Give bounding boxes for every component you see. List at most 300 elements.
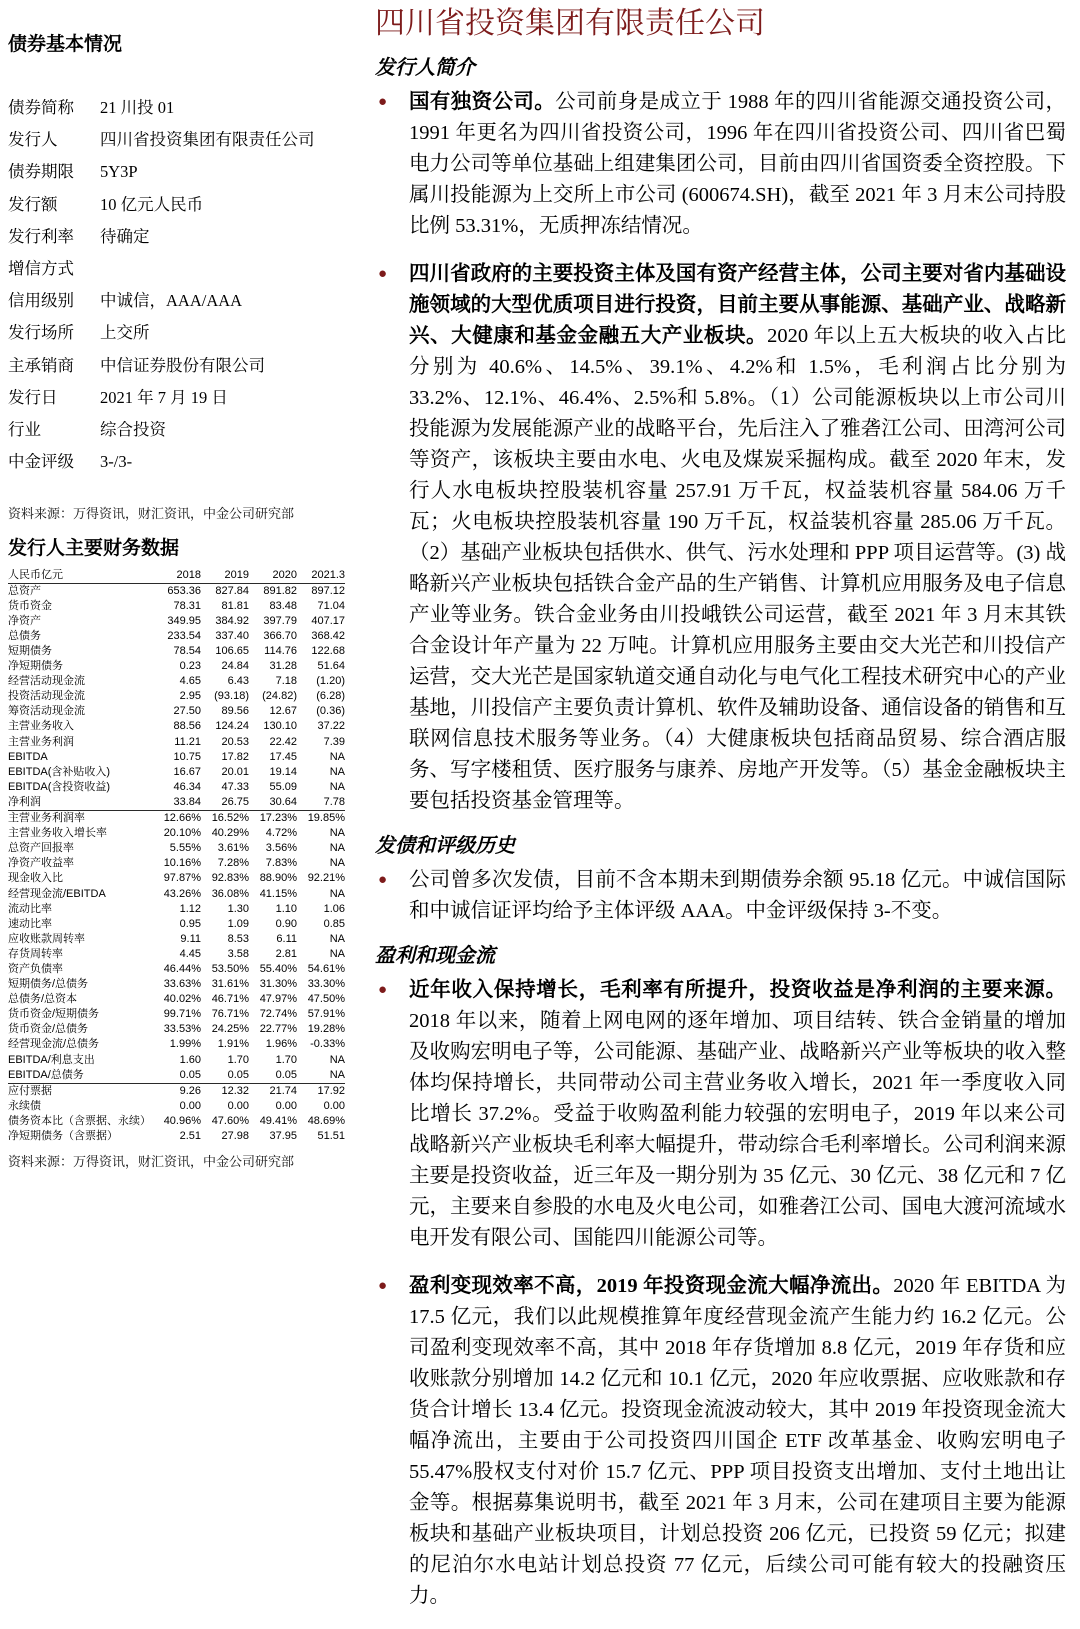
bond-info-value: 综合投资 [100,420,166,440]
table-cell-value: 33.84 [153,795,201,811]
table-row [8,674,345,689]
table-row [8,871,345,886]
table-cell-value: 55.40% [259,962,297,975]
table-cell-value: 31.28 [269,660,297,673]
table-cell-value: 0.95 [179,917,201,930]
table-cell-value: 12.32 [221,1084,249,1097]
table-cell-value: 12.67 [269,705,297,718]
table-row-label: 主营业务利润 [8,735,74,748]
table-row-label: 总债务/总资本 [8,993,78,1006]
table-row [8,826,345,841]
bullet-icon: ● [378,872,388,888]
table-row-label: 投资活动现金流 [8,690,85,703]
table-cell-value: 27.98 [221,1130,249,1142]
table-row [8,659,345,674]
table-cell-value: 10.75 [173,750,201,763]
table-cell-value: 53.50% [211,962,249,975]
table-row [8,992,345,1007]
bond-info-value: 中信证券股份有限公司 [100,355,265,375]
bond-info-label: 债券简称 [8,98,74,117]
table-cell-value: 1.91% [217,1038,249,1051]
table-cell-value: 1.06 [323,902,345,915]
table-row-label: 永续债 [8,1099,41,1112]
table-cell-value: 47.50% [307,993,345,1006]
table-cell-value: 0.85 [323,917,345,930]
table-cell-value: NA [329,842,345,855]
table-cell-value: 8.53 [227,932,249,945]
bond-info-value: 21 川投 01 [100,98,175,117]
financials-column-header: 2020 [249,567,297,583]
table-row-label: 应付票据 [8,1084,52,1097]
table-cell-value: 0.05 [249,1068,297,1084]
table-cell-value: 33.63% [163,978,201,991]
bullet-item [375,259,1066,817]
bond-info-value: 中诚信，AAA/AAA [100,291,243,311]
table-cell-value: 71.04 [317,599,345,612]
table-cell-value: 46.71% [211,993,249,1006]
bond-info-label: 增信方式 [8,259,74,279]
table-cell-value: 7.18 [275,675,297,688]
table-cell-value: 7.28% [217,857,249,870]
bond-info-value: 2021 年 7 月 19 日 [100,387,228,407]
table-row-label: 经营现金流/总债务 [8,1038,100,1051]
bond-info-row [8,124,345,156]
table-cell-value: 19.28% [307,1023,345,1036]
table-row [8,886,345,901]
bond-info-row [8,92,345,124]
table-cell-value: 24.84 [221,660,249,673]
financials-source: 资料来源：万得资讯，财汇资讯，中金公司研究部 [8,1154,295,1169]
table-cell-value: 891.82 [263,584,297,597]
table-row [8,614,345,629]
financials-unit-label: 人民币亿元 [8,567,153,583]
table-row-label: 经营现金流/EBITDA [8,887,106,900]
table-row [8,719,345,734]
table-row [8,841,345,856]
financials-table [8,567,345,1144]
table-row [8,704,345,719]
table-cell-value: 0.05 [153,1068,201,1084]
table-cell-value: NA [329,932,345,945]
table-row [8,902,345,917]
table-cell-value: 22.42 [269,735,297,748]
table-cell-value: 24.25% [211,1023,249,1036]
table-cell-value: 97.87% [163,872,201,885]
table-cell-value: NA [329,947,345,960]
table-cell-value: 337.40 [215,629,249,642]
table-cell-value: 88.90% [259,872,297,885]
table-cell-value: 19.14 [269,765,297,778]
bullet-icon: ● [378,266,388,282]
table-row-label: 净资产收益率 [8,857,74,870]
table-cell-value: 11.21 [174,735,201,748]
table-row [8,1114,345,1129]
table-cell-value: 10.16% [163,857,201,870]
bond-info-value: 3-/3- [100,452,133,472]
table-row [8,810,345,826]
table-row-label: 流动比率 [8,902,52,915]
table-cell-value: 7.78 [297,795,345,811]
table-cell-value: 1.12 [179,902,201,915]
bullet-item [375,1271,1066,1612]
table-cell-value: 37.22 [317,720,345,733]
report-sections [375,56,1066,1612]
table-row-label: 货币资金/短期债务 [8,1008,100,1021]
table-cell-value: 27.50 [173,705,201,718]
table-cell-value: 407.17 [311,614,345,627]
main-content [355,0,1080,1629]
table-cell-value: 0.00 [179,1099,201,1112]
bond-info-row [8,253,345,285]
table-cell-value: 2.51 [179,1130,201,1142]
bullet-body: 2020 年以上五大板块的收入占比分别为 40.6%、14.5%、39.1%、4.2%和 1.5%，毛利润占比分别为 33.2%、12.1%、46.4%、2.5%和 5.8%。（1）公司能源板块以上市公司川投能源为发展能源产业的战略平台，先后注入了雅砻江公司、田湾河公司等资产，该板块主要由水电、火电及煤炭采掘构成。截至 2020 年末，发行人水电板块控股装机容量 257.91 万千瓦，权益装机容量 584.06 万千瓦；火电板块控股装机容量 190 万千瓦，权益装机容量 285.06 万千瓦。（2）基础产业板块包括供水、供气、污水处理和 PPP 项目运营等。(3) 战略新兴产业板块包括铁合金产品的生产销售、计算机应用服务及电子信息产业等业务。铁合金业务由川投峨铁公司运营，截至 2021 年 3 月末其铁合金设计年产量为 22 万吨。计算机应用服务主要由交大光芒和川投信产运营，交大光芒是国家轨道交通自动化与电气化工程技术研究中心的产业基地，川投信产主要负责计算机、软件及辅助设备、通信设备的销售和互联网信息技术服务等业务。（4）大健康板块包括商品贸易、综合酒店服务、写字楼租赁、医疗服务与康养、房地产开发等。（5）基金金融板块主要包括投资基金管理等。 [409,325,1067,812]
table-cell-value: 37.95 [269,1130,297,1142]
bullet-body: 2020 年 EBITDA 为 17.5 亿元，我们以此规模推算年度经营现金流产生能力约 16.2 亿元。公司盈利变现效率不高，其中 2018 年存货增加 8.8 亿元，2019 年存货和应收账款分别增加 14.2 亿元和 10.1 亿元，2020 年应收票据、应收账款和存货合计增长 13.4 亿元。投资现金流波动较大，其中 2019 年投资现金流大幅净流出，主要由于公司投资四川国企 ETF 改革基金、收购宏明电子 55.47%股权支付对价 15.7 亿元、PPP 项目投资支出增加、支付土地出让金等。根据募集说明书，截至 2021 年 3 月末，公司在建项目主要为能源板块和基础产业板块项目，计划总投资 206 亿元，已投资 59 亿元；拟建的尼泊尔水电站计划总投资 77 亿元，后续公司可能有较大的投融资压力。 [409,1275,1066,1607]
bond-info-label: 发行人 [8,130,58,150]
bond-info-source: 资料来源：万得资讯，财汇资讯，中金公司研究部 [8,506,295,522]
section-heading: 发债和评级历史 [375,835,515,857]
table-row-label: 货币资金/总债务 [8,1023,89,1036]
left-sidebar [0,0,355,1629]
table-row-label: EBITDA/总债务 [8,1068,153,1084]
table-cell-value: 1.96% [265,1038,297,1051]
table-row-label: 净利润 [8,795,153,811]
table-row [8,1129,345,1144]
table-cell-value: 92.21% [307,872,345,885]
table-row-label: 现金收入比 [8,872,63,885]
table-row [8,780,345,795]
table-cell-value: 55.09 [269,780,297,793]
table-row-label: EBITDA/利息支出 [8,1053,95,1066]
table-cell-value: NA [297,1068,345,1084]
table-cell-value: 16.52% [211,812,249,825]
table-cell-value: 9.26 [179,1084,201,1097]
table-cell-value: 9.11 [180,932,201,945]
table-cell-value: 36.08% [211,887,249,900]
table-cell-value: 46.34 [173,780,201,793]
bullet-icon: ● [378,1278,388,1294]
table-row [8,1022,345,1037]
table-cell-value: 1.30 [227,902,249,915]
table-cell-value: 1.70 [275,1053,297,1066]
table-row [8,856,345,871]
table-cell-value: 41.15% [259,887,297,900]
financials-header-row [8,567,345,583]
table-cell-value: 31.30% [259,978,297,991]
table-cell-value: 31.61% [211,978,249,991]
table-cell-value: 99.71% [163,1008,201,1021]
table-cell-value: 6.43 [227,675,249,688]
table-row [8,932,345,947]
bullet-item [375,87,1066,242]
table-cell-value: 20.53 [221,735,249,748]
table-row-label: 净短期债务 [8,660,63,673]
table-cell-value: 3.56% [265,842,297,855]
table-cell-value: 233.54 [167,629,201,642]
table-cell-value: 1.09 [227,917,249,930]
bond-info-label: 发行场所 [8,323,74,343]
table-cell-value: 3.58 [227,947,249,960]
table-row [8,629,345,644]
table-cell-value: 51.51 [317,1130,345,1142]
bond-info-label: 行业 [8,420,41,440]
table-row-label: 主营业务收入 [8,720,74,733]
bond-info-row [8,285,345,317]
table-cell-value: (1.20) [316,675,345,688]
table-cell-value: 653.36 [167,584,201,597]
table-cell-value: NA [329,765,345,778]
table-cell-value: NA [329,1053,345,1066]
table-cell-value: 78.54 [173,645,201,657]
table-row-label: 主营业务利润率 [8,812,85,825]
financials-heading: 发行人主要财务数据 [8,538,180,560]
bond-info-value: 四川省投资集团有限责任公司 [100,130,315,150]
table-row-label: 总债务 [8,629,41,642]
table-cell-value: 122.68 [311,645,345,657]
table-cell-value: 17.23% [259,812,297,825]
bond-info-label: 发行利率 [8,226,74,246]
financials-column-header: 2018 [153,567,201,583]
table-row [8,962,345,977]
page-title: 四川省投资集团有限责任公司 [375,7,765,40]
bullet-body: 公司前身是成立于 1988 年的四川省能源交通投资公司，1991 年更名为四川省投资公司，1996 年在四川省投资公司、四川省巴蜀电力公司等单位基础上组建集团公司，目前由四川省国资委全资控股。下属川投能源为上交所上市公司 (600674.SH)，截至 2021 年 3 月末公司持股比例 53.31%，无质押冻结情况。 [409,91,1066,237]
table-cell-value: 57.91% [307,1008,345,1021]
table-cell-value: 0.00 [275,1099,297,1112]
table-cell-value: (0.36) [316,705,345,718]
table-cell-value: 106.65 [215,645,249,657]
bond-info-value: 上交所 [100,323,150,343]
bond-info-label: 债券期限 [8,162,74,182]
financials-column-header: 2019 [201,567,249,583]
bond-info-list [8,92,345,478]
table-cell-value: 51.64 [317,660,345,673]
table-cell-value: 48.69% [307,1114,345,1127]
table-cell-value: 78.31 [173,599,201,612]
table-cell-value: 384.92 [215,614,249,627]
table-cell-value: 17.82 [221,750,249,763]
table-row-label: EBITDA(含投资收益) [8,780,111,793]
bond-info-row [8,414,345,446]
bond-info-label: 中金评级 [8,452,74,472]
table-cell-value: 76.71% [211,1008,249,1021]
table-cell-value: 7.83% [265,857,297,870]
table-row [8,977,345,992]
table-cell-value: 89.56 [221,705,249,718]
table-cell-value: 83.48 [269,599,297,612]
table-row-label: 存货周转率 [8,947,63,960]
bullet-body: 2018 年以来，随着上网电网的逐年增加、项目结转、铁合金销量的增加及收购宏明电子等，公司能源、基础产业、战略新兴产业等板块的收入整体均保持增长，共同带动公司主营业务收入增长，2021 年一季度收入同比增长 37.2%。受益于收购盈利能力较强的宏明电子，2019 年以来公司战略新兴产业板块毛利率大幅提升，带动综合毛利率增长。公司利润来源主要是投资收益，近三年及一期分别为 35 亿元、30 亿元、38 亿元和 7 亿元，主要来自参股的水电及火电公司，如雅砻江公司、国电大渡河流域水电开发有限公司、国能四川能源公司等。 [409,1010,1066,1249]
table-cell-value: 20.10% [163,827,201,840]
table-row-label: 净短期债务（含票据） [8,1130,118,1142]
table-cell-value: 19.85% [307,812,345,825]
financials-column-header: 2021.3 [297,567,345,583]
bond-info-label: 信用级别 [8,291,74,311]
bond-info-label: 发行额 [8,194,58,214]
table-row-label: EBITDA(含补贴收入) [8,765,111,778]
table-cell-value: 40.96% [163,1114,201,1127]
bond-info-row [8,221,345,253]
table-row [8,947,345,962]
table-cell-value: 21.74 [269,1084,297,1097]
table-cell-value: 54.61% [307,962,345,975]
bond-info-row [8,350,345,382]
table-cell-value: NA [329,887,345,900]
table-cell-value: 2.81 [275,947,297,960]
table-row [8,1099,345,1114]
table-cell-value: NA [329,827,345,840]
table-cell-value: 827.84 [215,584,249,597]
table-cell-value: 1.99% [169,1038,201,1051]
table-cell-value: 33.30% [307,978,345,991]
bullet-body: 公司曾多次发债，目前不含本期未到期债券余额 95.18 亿元。中诚信国际和中诚信证评均给予主体评级 AAA。中金评级保持 3-不变。 [409,869,1066,922]
bond-info-label: 发行日 [8,387,58,407]
table-row [8,1068,345,1084]
table-row-label: 总资产回报率 [8,842,74,855]
table-row-label: 总资产 [8,584,41,597]
table-cell-value: 0.00 [323,1099,345,1112]
bullet-lead: 盈利变现效率不高，2019 年投资现金流大幅净流出。 [409,1275,894,1297]
table-cell-value: 92.83% [211,872,249,885]
table-cell-value: 349.95 [167,614,201,627]
table-row-label: 净资产 [8,614,41,627]
table-cell-value: 26.75 [201,795,249,811]
table-row [8,917,345,932]
table-cell-value: 88.56 [173,720,201,733]
table-row [8,1007,345,1022]
table-cell-value: -0.33% [310,1038,345,1051]
table-row-label: 资产负债率 [8,962,63,975]
bond-info-label: 主承销商 [8,355,74,375]
bond-info-row [8,382,345,414]
bullet-icon: ● [378,982,388,998]
table-cell-value: 17.45 [269,750,297,763]
table-cell-value: NA [329,780,345,793]
table-row [8,689,345,704]
bullet-text [409,259,1066,817]
table-cell-value: 22.77% [259,1023,297,1036]
table-row [8,644,345,659]
table-cell-value: 43.26% [163,887,201,900]
table-cell-value: 33.53% [163,1023,201,1036]
section-heading: 发行人简介 [375,57,475,79]
table-cell-value: 47.60% [211,1114,249,1127]
table-row-label: 筹资活动现金流 [8,705,85,718]
table-row [8,1037,345,1052]
table-cell-value: 16.67 [173,765,201,778]
table-row-label: 短期债务/总债务 [8,978,89,991]
bond-info-row [8,317,345,349]
bond-info-value: 10 亿元人民币 [100,194,204,214]
bond-info-value: 5Y3P [100,162,138,182]
table-cell-value: NA [329,857,345,870]
table-cell-value: 368.42 [311,629,345,642]
table-cell-value: NA [329,750,345,763]
bullet-icon: ● [378,94,388,110]
table-cell-value: 4.65 [179,675,201,688]
bullet-item [375,975,1066,1254]
table-cell-value: 3.61% [217,842,249,855]
table-row [8,1052,345,1067]
table-row-label: 经营活动现金流 [8,675,85,688]
table-cell-value: 72.74% [259,1008,297,1021]
section-heading: 盈利和现金流 [375,945,495,967]
table-cell-value: 40.29% [211,827,249,840]
bullet-text [409,975,1066,1254]
table-cell-value: (24.82) [262,690,297,703]
table-cell-value: 1.70 [227,1053,249,1066]
table-row [8,765,345,780]
table-row-label: 应收账款周转率 [8,932,85,945]
bullet-text [409,1271,1066,1612]
table-row-label: 短期债务 [8,645,52,657]
bullet-lead: 国有独资公司。 [409,91,556,113]
bullet-text [409,87,1066,242]
table-cell-value: 397.79 [263,614,297,627]
table-cell-value: 2.95 [179,690,201,703]
table-cell-value: 366.70 [263,629,297,642]
table-row [8,734,345,749]
table-cell-value: 7.39 [323,735,345,748]
table-cell-value: 4.45 [179,947,201,960]
table-cell-value: 124.24 [215,720,249,733]
table-cell-value: 47.97% [259,993,297,1006]
bullet-lead: 四川省政府的主要投资主体及国有资产经营主体，公司主要对省内基础设施领域的大型优质项目进行投资，目前主要从事能源、基础产业、战略新兴、大健康和基金金融五大产业板块。 [409,263,1066,347]
table-row [8,599,345,614]
table-cell-value: 49.41% [259,1114,297,1127]
table-cell-value: 0.23 [179,660,201,673]
table-cell-value: 12.66% [163,812,201,825]
bullet-text [409,865,1066,927]
table-cell-value: 4.72% [265,827,297,840]
table-cell-value: 81.81 [221,599,249,612]
table-cell-value: 130.10 [263,720,297,733]
table-cell-value: 0.00 [227,1099,249,1112]
table-row-label: 债务资本比（含票据、永续） [8,1114,151,1127]
table-cell-value: 0.90 [275,917,297,930]
table-row [8,750,345,765]
table-cell-value: 30.64 [249,795,297,811]
bond-info-row [8,189,345,221]
table-row-label: EBITDA [8,750,48,763]
bond-info-row [8,446,345,478]
table-cell-value: 6.11 [276,932,297,945]
table-cell-value: 40.02% [163,993,201,1006]
table-cell-value: 897.12 [311,584,345,597]
table-row [8,795,345,811]
table-cell-value: 20.01 [221,765,249,778]
table-cell-value: 46.44% [163,962,201,975]
table-cell-value: 17.92 [317,1084,345,1097]
table-row-label: 速动比率 [8,917,52,930]
table-row-label: 货币资金 [8,599,52,612]
table-cell-value: (6.28) [316,690,345,703]
bullet-lead: 近年收入保持增长，毛利率有所提升，投资收益是净利润的主要来源。 [409,979,1066,1001]
table-row [8,583,345,599]
bond-info-value: 待确定 [100,226,150,246]
table-cell-value: 114.76 [264,645,297,657]
table-cell-value: 5.55% [169,842,201,855]
table-cell-value: 0.05 [201,1068,249,1084]
table-row-label: 主营业务收入增长率 [8,827,107,840]
table-cell-value: 47.33 [221,780,249,793]
bullet-item [375,865,1066,927]
bond-info-heading: 债券基本情况 [8,34,123,55]
table-row [8,1083,345,1099]
table-cell-value: (93.18) [214,690,249,703]
table-cell-value: 1.10 [275,902,297,915]
table-cell-value: 1.60 [179,1053,201,1066]
bond-info-row [8,156,345,188]
